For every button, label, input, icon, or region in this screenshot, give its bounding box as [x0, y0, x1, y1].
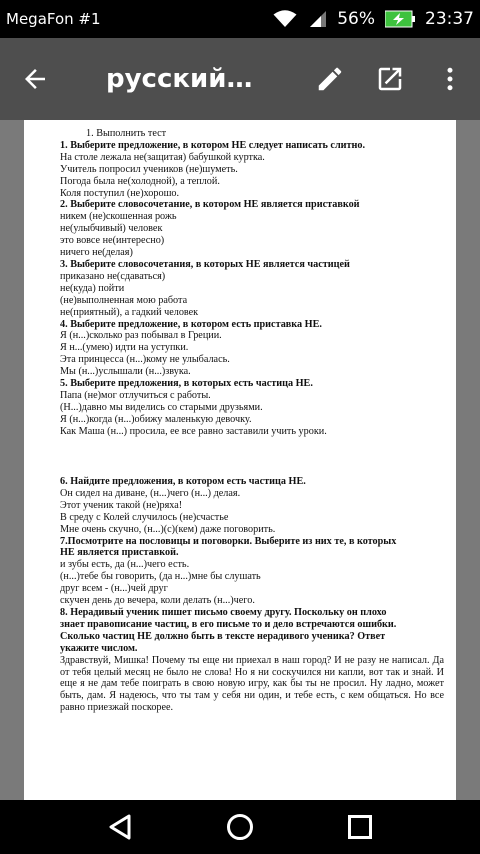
battery-percent: 56% [337, 9, 375, 29]
status-icons [273, 9, 474, 29]
option-text: (не)выполненная мою работа [60, 294, 188, 306]
clock: 23:37 [425, 9, 474, 29]
option-text: Он сидел на диване, (н...)чего (н...) делая. [60, 487, 241, 499]
document-page-2 [24, 466, 456, 800]
option-text: Мне очень скучно, (н...)(с)(кем) даже поговорить. [60, 523, 276, 535]
recents-square-icon [345, 812, 375, 842]
question-2: 2. Выберите словосочетание, в котором НЕ является приставкой [60, 199, 360, 211]
document-title: русский… [106, 64, 253, 94]
question-6: 6. Найдите предложения, в котором есть частица НЕ. [60, 476, 306, 487]
more-options-button[interactable] [420, 38, 480, 120]
question-7-cont: НЕ является приставкой. [60, 547, 179, 559]
question-8: 8. Нерадивый ученик пишет письмо своему другу. Поскольку он плохо [60, 606, 387, 618]
option-text: Эта принцесса (н...)кому не улыбалась. [60, 354, 230, 366]
navigation-bar [0, 800, 480, 854]
option-text: не(приятный), а гадкий человек [60, 306, 199, 318]
question-4: 4. Выберите предложение, в котором есть приставка НЕ. [60, 318, 322, 330]
question-8-cont: Сколько частиц НЕ должно быть в тексте нерадивого ученика? Ответ [60, 630, 386, 642]
signal-icon [307, 10, 327, 28]
nav-back-button[interactable] [95, 802, 145, 852]
option-text: Я н...(умею) идти на уступки. [60, 342, 189, 354]
option-text: это вовсе не(интересно) [60, 235, 165, 247]
nav-home-button[interactable] [215, 802, 265, 852]
option-text: друг всем - (н...)чей друг [60, 583, 168, 595]
nav-recents-button[interactable] [335, 802, 385, 852]
edit-button[interactable] [300, 38, 360, 120]
option-text: Папа (не)мог отлучиться с работы. [60, 389, 211, 401]
option-text: Этот ученик такой (не)ряха! [60, 499, 183, 511]
home-circle-icon [225, 812, 255, 842]
option-text: ничего не(делая) [60, 247, 133, 259]
app-bar [0, 38, 480, 120]
option-text: Погода была не(холодной), а теплой. [60, 175, 220, 187]
letter-text: Здравствуй, Мишка! Почему ты еще ни приехал в наш город? И не разу не написал. Да от тебя целый месяц не было не слова! Но я ни соскучился ни капли, вот так и знай. И еще я не дам тебе поиграть в свою новую игру, как бы ты не просил. Ну ладно, может быть, дам. Я надеюсь, что ты там у себя ни один, и тебе есть, с кем общаться. Но все равно приезжай поскорее. [60, 654, 444, 714]
option-text: В среду с Колей случилось (не)счастье [60, 511, 229, 523]
option-text: не(улыбчивый) человек [60, 223, 163, 235]
option-text: скучен день до вечера, коли делать (н...)чего. [60, 595, 255, 607]
document-viewer[interactable] [0, 120, 480, 800]
carrier-name: MegaFon #1 [6, 10, 101, 28]
option-text: Я (н...)когда (н...)обижу маленькую девочку. [60, 413, 252, 425]
option-text: (н...)тебе бы говорить, (да н...)мне бы слушать [60, 571, 261, 583]
option-text: Коля поступил (не)хорошо. [60, 187, 180, 199]
question-7: 7.Посмотрите на пословицы и поговорки. Выберите из них те, в которых [60, 535, 397, 547]
battery-charging-icon [385, 10, 415, 28]
pencil-icon [315, 64, 345, 94]
more-vert-icon [435, 64, 465, 94]
option-text: Мы (н...)услышали (н...)звука. [60, 366, 191, 378]
option-text: Как Маша (н...) просила, ее все равно заставили учить уроки. [60, 425, 327, 437]
question-1: 1. Выберите предложение, в котором НЕ следует написать слитно. [60, 139, 366, 151]
open-with-button[interactable] [360, 38, 420, 120]
status-bar [0, 0, 480, 38]
back-arrow-icon [20, 64, 50, 94]
back-button[interactable] [0, 38, 70, 120]
question-3: 3. Выберите словосочетания, в которых НЕ является частицей [60, 258, 350, 270]
open-in-new-icon [375, 64, 405, 94]
question-8-cont: укажите числом. [60, 642, 138, 654]
option-text: На столе лежала не(защитая) бабушкой куртка. [60, 151, 265, 163]
wifi-icon [273, 10, 297, 28]
option-text: Я (н...)сколько раз побывал в Греции. [60, 330, 222, 342]
back-triangle-icon [105, 812, 135, 842]
option-text: не(куда) пойти [60, 282, 125, 294]
option-text: Учитель попросил учеников (не)шуметь. [60, 163, 238, 175]
option-text: и зубы есть, да (н...)чего есть. [60, 559, 190, 571]
question-5: 5. Выберите предложения, в которых есть частица НЕ. [60, 378, 313, 390]
task-heading: 1. Выполнить тест [86, 128, 167, 139]
option-text: (Н...)давно мы виделись со старыми друзьями. [60, 401, 263, 413]
option-text: никем (не)скошенная рожь [60, 211, 177, 223]
question-8-cont: знает правописание частиц, в его письме то и дело встречаются ошибки. [60, 618, 397, 630]
option-text: приказано не(сдаваться) [60, 270, 166, 282]
